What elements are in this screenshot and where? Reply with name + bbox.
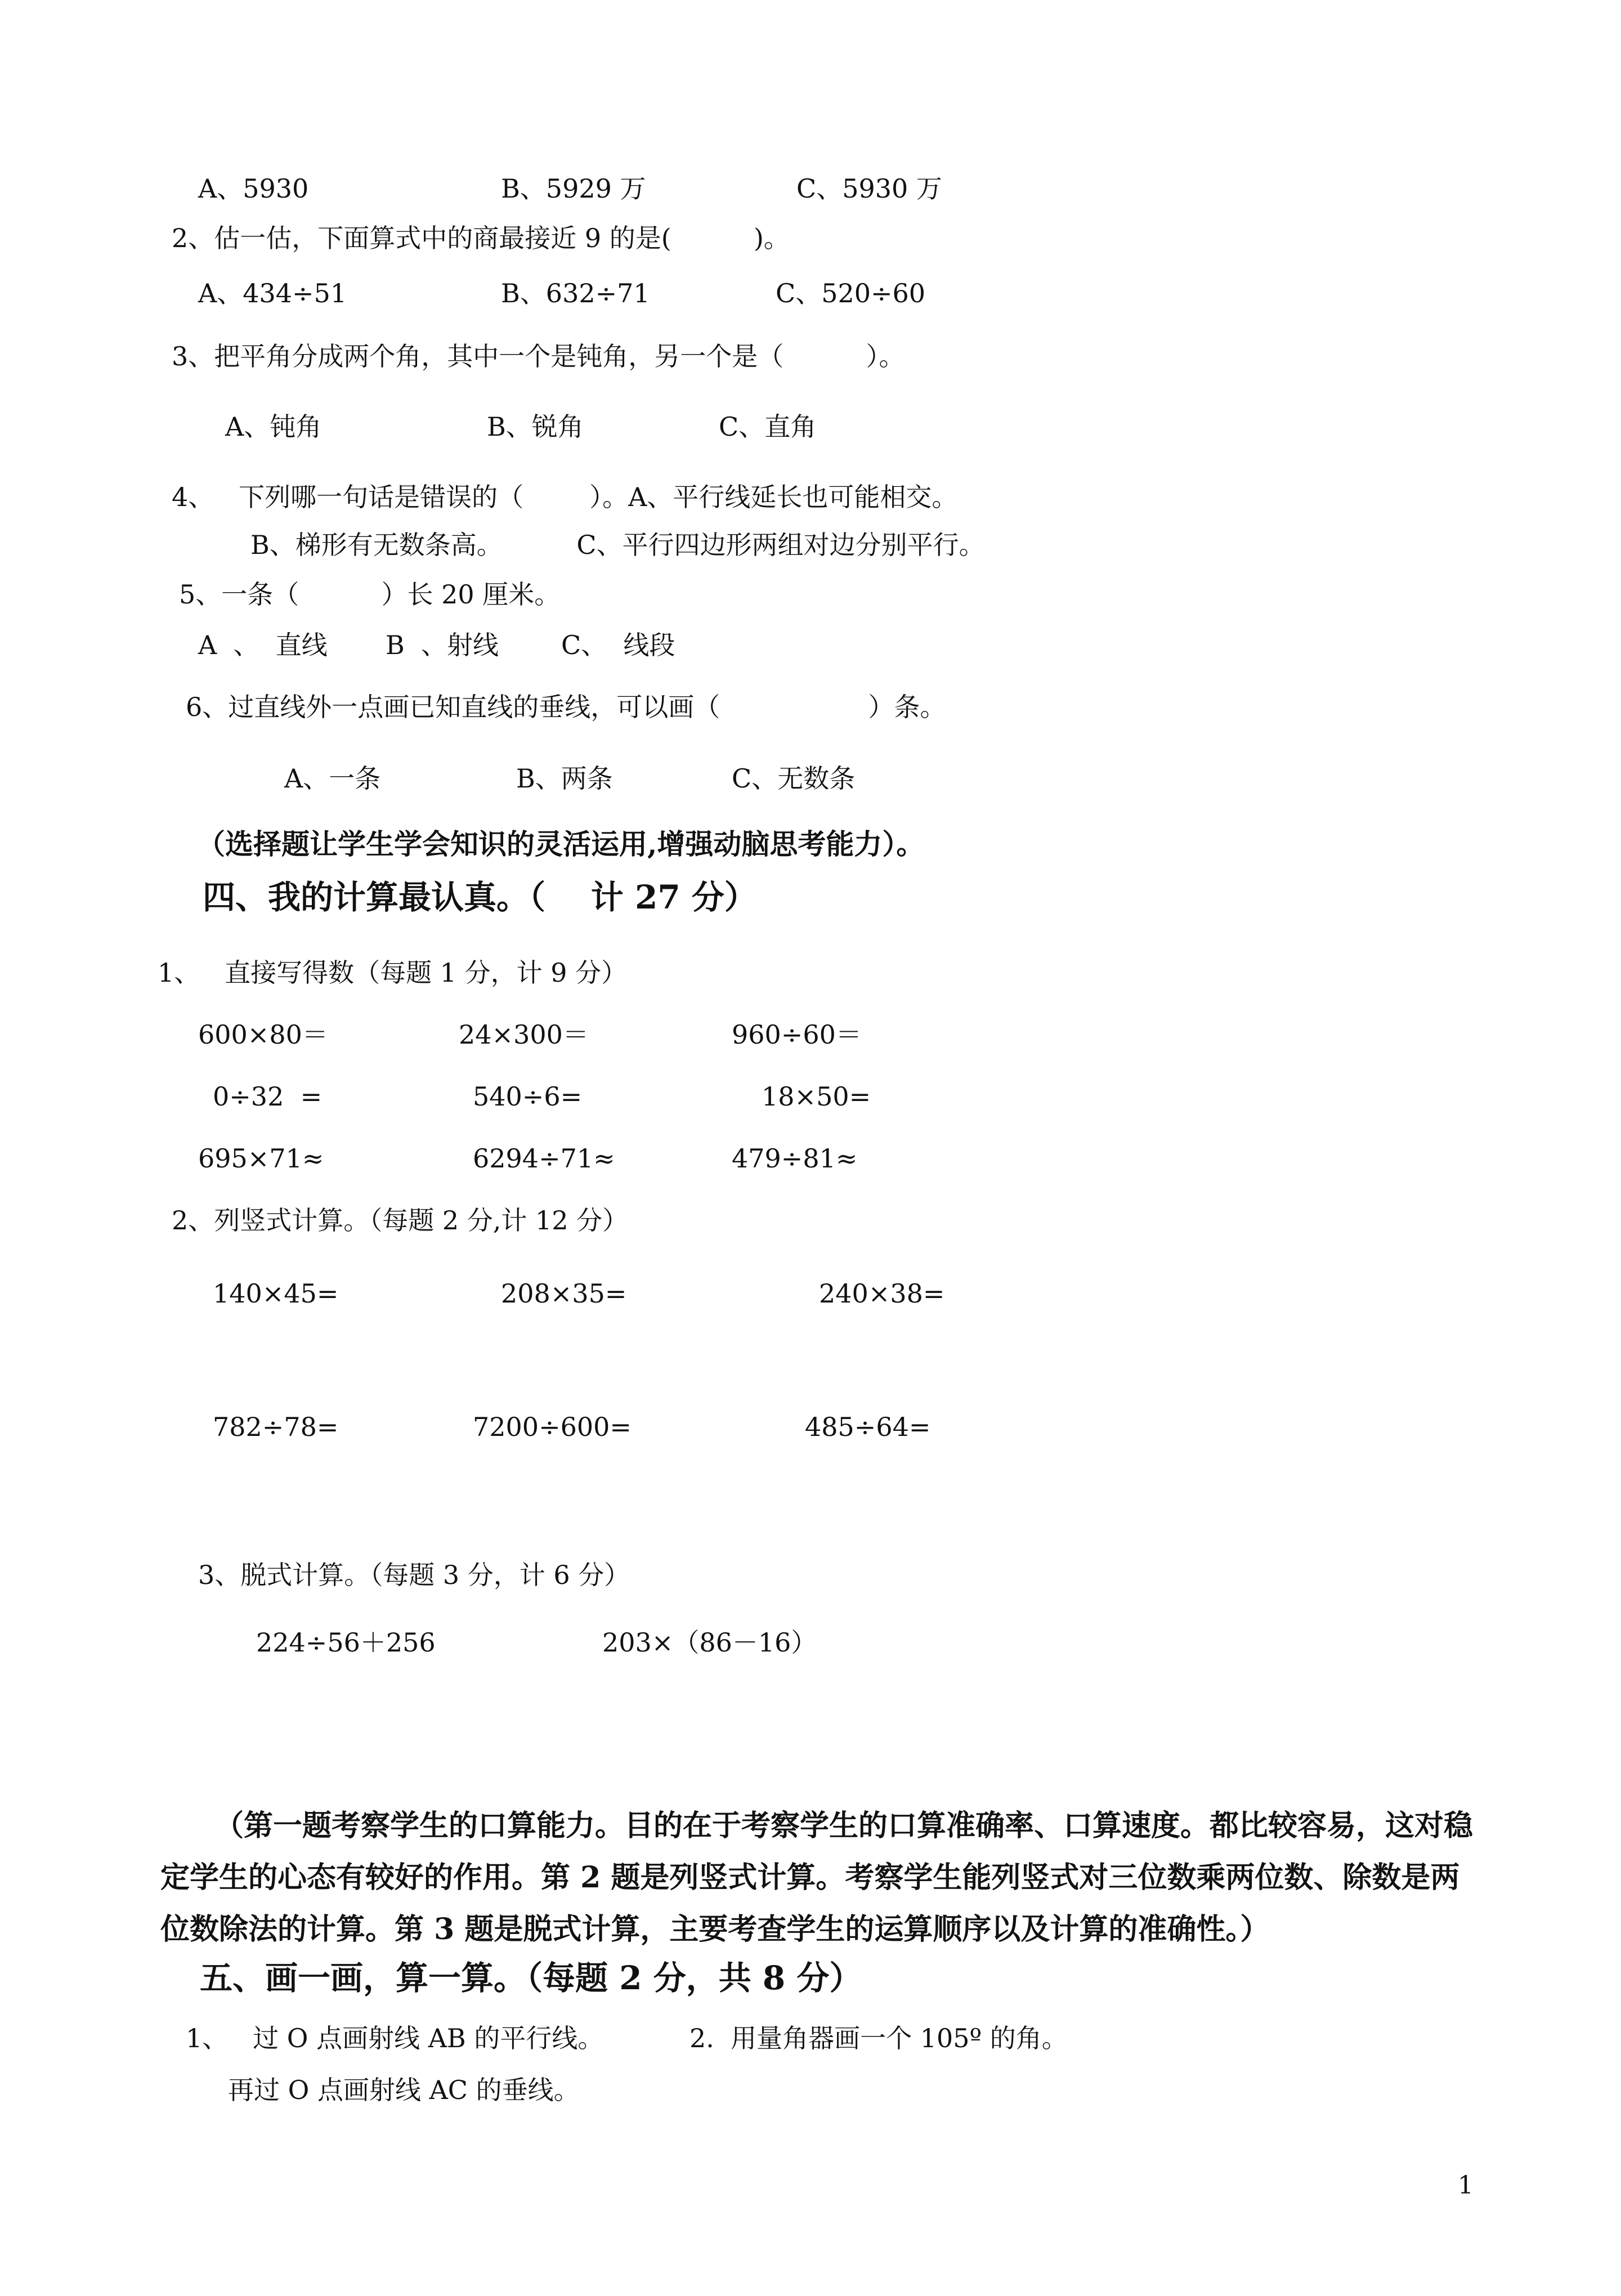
oral-calc-2: 24×300＝: [459, 1019, 589, 1050]
page-number: 1: [1458, 2171, 1474, 2200]
section5-q1: 1、 过 O 点画射线 AB 的平行线。: [186, 2023, 604, 2053]
q1-option-b: B、5929 万: [501, 173, 646, 204]
q2-option-a: A、434÷51: [198, 278, 347, 308]
vertical-calc-2: 208×35=: [501, 1278, 627, 1309]
stepwise-calc-2: 203×（86－16）: [602, 1627, 817, 1658]
q3-option-b: B、锐角: [487, 411, 584, 442]
oral-calc-9: 479÷81≈: [732, 1143, 858, 1174]
oral-calc-6: 18×50=: [762, 1081, 871, 1112]
q6-option-c: C、无数条: [732, 763, 856, 794]
q6-stem: 6、过直线外一点画已知直线的垂线，可以画（ ）条。: [186, 692, 946, 722]
q5-option-c: C、 线段: [561, 630, 675, 660]
q5-stem: 5、一条（ ）长 20 厘米。: [179, 579, 561, 610]
section5-q2: 2. 用量角器画一个 105º 的角。: [689, 2023, 1068, 2053]
q5-option-b: B 、射线: [386, 630, 499, 660]
vertical-calc-4: 782÷78=: [213, 1412, 339, 1442]
vertical-calc-6: 485÷64=: [805, 1412, 931, 1442]
oral-calc-1: 600×80＝: [198, 1019, 328, 1050]
q5-option-a: A 、 直线: [198, 630, 328, 660]
q1-option-c: C、5930 万: [796, 173, 942, 204]
q2-stem: 2、估一估，下面算式中的商最接近 9 的是( )。: [172, 223, 790, 253]
section4-part2-title: 2、列竖式计算。（每题 2 分,计 12 分）: [172, 1205, 629, 1236]
oral-calc-4: 0÷32 =: [213, 1081, 323, 1112]
section5-title: 五、画一画，算一算。（每题 2 分，共 8 分）: [200, 1959, 862, 1997]
oral-calc-3: 960÷60＝: [732, 1019, 862, 1050]
q1-option-a: A、5930: [198, 173, 309, 204]
section3-note: （选择题让学生学会知识的灵活运用,增强动脑思考能力）。: [197, 827, 925, 861]
q2-option-b: B、632÷71: [501, 278, 650, 308]
stepwise-calc-1: 224÷56＋256: [256, 1627, 436, 1658]
q3-option-c: C、直角: [719, 411, 817, 442]
q3-stem: 3、把平角分成两个角，其中一个是钝角，另一个是（ ）。: [172, 341, 905, 372]
section4-part1-title: 1、 直接写得数（每题 1 分，计 9 分）: [158, 957, 628, 988]
vertical-calc-3: 240×38=: [819, 1278, 945, 1309]
oral-calc-5: 540÷6=: [473, 1081, 583, 1112]
section4-teaching-note: （第一题考察学生的口算能力。目的在于考察学生的口算准确率、口算速度。都比较容易，这对稳定学生的心态有较好的作用。第 2 题是列竖式计算。考察学生能列竖式对三位数乘两位数、除数是两位数除法的计算。第 3 题是脱式计算，主要考查学生的运算顺序以及计算的准确性。）: [160, 1809, 1474, 1946]
q4-line2: B、梯形有无数条高。 C、平行四边形两组对边分别平行。: [250, 530, 985, 560]
q6-option-a: A、一条: [284, 763, 381, 794]
oral-calc-8: 6294÷71≈: [473, 1143, 615, 1174]
section5-q1-line2: 再过 O 点画射线 AC 的垂线。: [228, 2075, 580, 2105]
q2-option-c: C、520÷60: [776, 278, 926, 308]
section4-title: 四、我的计算最认真。（ 计 27 分）: [203, 878, 757, 916]
q6-option-b: B、两条: [516, 763, 613, 794]
q4-stem: 4、 下列哪一句话是错误的（ ）。A、平行线延长也可能相交。: [172, 482, 958, 512]
section4-part3-title: 3、脱式计算。（每题 3 分，计 6 分）: [198, 1560, 630, 1590]
q3-option-a: A、钝角: [225, 411, 322, 442]
oral-calc-7: 695×71≈: [198, 1143, 324, 1174]
vertical-calc-1: 140×45=: [213, 1278, 339, 1309]
vertical-calc-5: 7200÷600=: [473, 1412, 632, 1442]
